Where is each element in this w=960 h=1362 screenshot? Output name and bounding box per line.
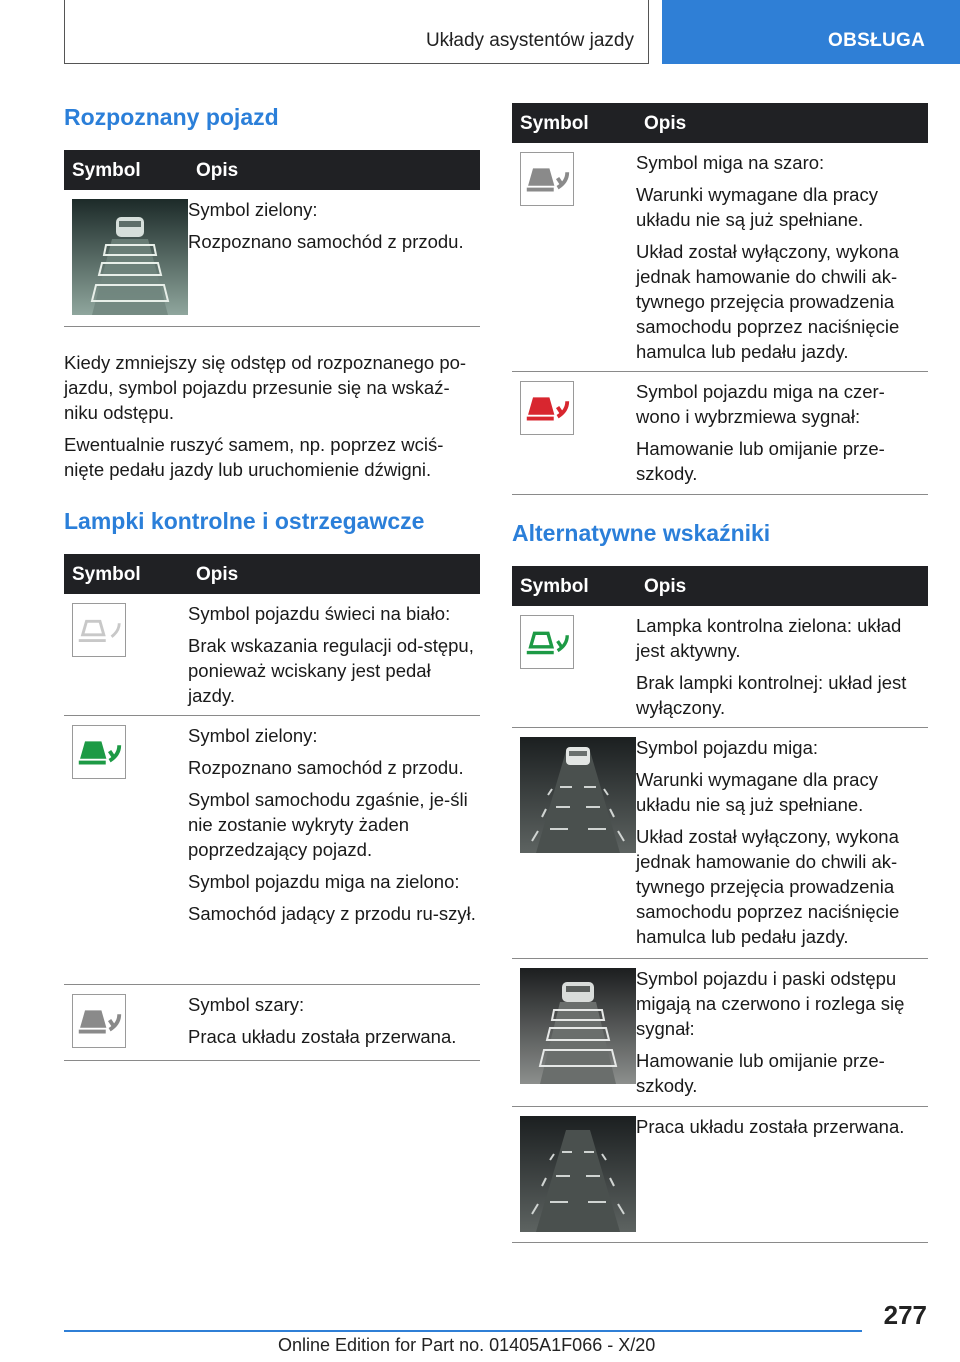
table-indicator-lamps xyxy=(64,554,480,1061)
car-distance-green-outline-icon xyxy=(520,615,574,669)
row-line: Rozpoznano samochód z przodu. xyxy=(188,231,464,252)
row-line: Symbol zielony: xyxy=(188,199,318,220)
row-line: Hamowanie lub omijanie prze-szkody. xyxy=(636,438,885,484)
heading-recognized-vehicle: Rozpoznany pojazd xyxy=(64,104,279,130)
row-line: Hamowanie lub omijanie prze-szkody. xyxy=(636,1050,885,1096)
row-line: Brak wskazania regulacji od-stępu, ponieważ wciskany jest pedał jazdy. xyxy=(188,635,474,706)
table-row xyxy=(512,959,928,1107)
road-car-red-bars-display-icon xyxy=(520,968,636,1084)
car-distance-white-icon xyxy=(72,603,126,657)
table-row xyxy=(512,728,928,959)
row-line: Praca układu została przerwana. xyxy=(636,1116,905,1137)
row-line: Warunki wymagane dla pracy układu nie są już spełniane. xyxy=(636,184,878,230)
row-line: Rozpoznano samochód z przodu. xyxy=(188,757,464,778)
col-description: Opis xyxy=(644,113,687,134)
table-row xyxy=(512,606,928,728)
header-title: Układy asystentów jazdy xyxy=(425,30,634,51)
road-car-flashing-display-icon xyxy=(520,737,636,853)
road-empty-display-icon xyxy=(520,1116,636,1232)
car-distance-green-icon xyxy=(72,725,126,779)
col-symbol: Symbol xyxy=(72,160,141,181)
car-distance-red-icon xyxy=(520,381,574,435)
table-row xyxy=(512,372,928,495)
table-row xyxy=(64,985,480,1061)
footer-edition: Online Edition for Part no. 01405A1F066 - X/20 xyxy=(278,1335,656,1355)
row-line: Warunki wymagane dla pracy układu nie są już spełniane. xyxy=(636,769,878,815)
table-header xyxy=(64,554,480,594)
table-header xyxy=(64,150,480,190)
row-line: Brak lampki kontrolnej: układ jest wyłączony. xyxy=(636,672,907,718)
row-line: Układ został wyłączony, wykona jednak hamowanie do chwili ak-tywnego przejęcia prowadzenia samochodu poprzez naciśnięcie hamulca lub pedału jazdy. xyxy=(636,826,900,947)
heading-indicator-lamps: Lampki kontrolne i ostrzegawcze xyxy=(64,508,425,534)
row-line: Symbol pojazdu miga na czer-wono i wybrzmiewa sygnał: xyxy=(636,381,885,427)
row-line: Lampka kontrolna zielona: układ jest aktywny. xyxy=(636,615,902,661)
table-header xyxy=(512,103,928,143)
table-header xyxy=(512,566,928,606)
header-box xyxy=(64,0,649,64)
row-line: Symbol pojazdu świeci na biało: xyxy=(188,603,451,624)
row-line: Symbol szary: xyxy=(188,994,305,1015)
table-row xyxy=(512,143,928,372)
paragraph: Ewentualnie ruszyć samem, np. poprzez wciś-nięte pedału jazdy lub uruchomienie dźwigni. xyxy=(64,434,444,480)
page-number: 277 xyxy=(883,1300,927,1330)
table-row xyxy=(64,716,480,985)
table-row xyxy=(64,190,480,327)
row-line: Samochód jadący z przodu ru-szył. xyxy=(188,903,476,924)
table-row xyxy=(512,1107,928,1243)
row-line: Symbol pojazdu miga: xyxy=(636,737,819,758)
footer-divider xyxy=(64,1330,862,1332)
row-line: Symbol miga na szaro: xyxy=(636,152,825,173)
table-flashing-symbols xyxy=(512,103,928,495)
car-ahead-green-display-icon xyxy=(72,199,188,315)
body-text xyxy=(64,350,480,489)
table-alternative-indicators xyxy=(512,566,928,1243)
col-symbol: Symbol xyxy=(72,564,141,585)
row-line: Praca układu została przerwana. xyxy=(188,1026,457,1047)
car-distance-gray-icon xyxy=(520,152,574,206)
table-row xyxy=(64,594,480,716)
col-symbol: Symbol xyxy=(520,576,589,597)
col-description: Opis xyxy=(644,576,687,597)
car-distance-gray-icon xyxy=(72,994,126,1048)
row-line: Symbol pojazdu miga na zielono: xyxy=(188,871,460,892)
col-description: Opis xyxy=(196,160,239,181)
section-tab[interactable] xyxy=(662,0,960,64)
row-line: Symbol samochodu zgaśnie, je-śli nie zostanie wykryty żaden poprzedzający pojazd. xyxy=(188,789,468,860)
section-tab-label: OBSŁUGA xyxy=(828,30,926,51)
row-line: Symbol pojazdu i paski odstępu migają na czerwono i rozlega się sygnał: xyxy=(636,968,905,1039)
col-description: Opis xyxy=(196,564,239,585)
heading-alternative-indicators: Alternatywne wskaźniki xyxy=(512,520,771,546)
table-recognized-vehicle xyxy=(64,150,480,327)
row-line: Układ został wyłączony, wykona jednak hamowanie do chwili ak-tywnego przejęcia prowadzenia samochodu poprzez naciśnięcie hamulca lub pedału jazdy. xyxy=(636,241,900,362)
row-line: Symbol zielony: xyxy=(188,725,318,746)
col-symbol: Symbol xyxy=(520,113,589,134)
paragraph: Kiedy zmniejszy się odstęp od rozpoznanego po-jazdu, symbol pojazdu przesunie się na wskaź-niku odstępu. xyxy=(64,352,467,423)
